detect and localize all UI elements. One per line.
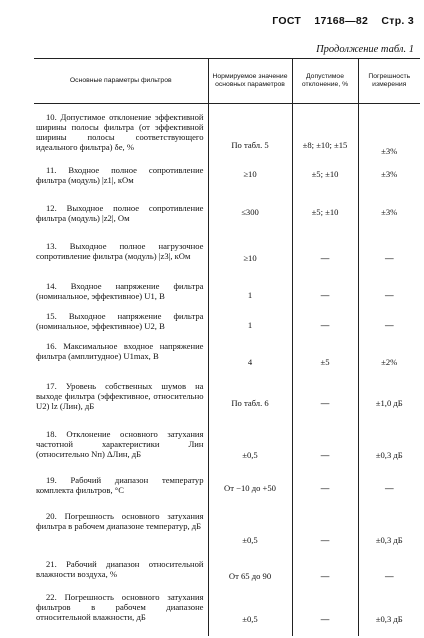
parameter-name-cell: 13. Выходное полное нагрузочное сопротивление фильтра (модуль) |z3|, кОм <box>36 241 204 261</box>
cell-tolerance <box>292 429 358 475</box>
cell-norm <box>208 592 292 636</box>
cell-error-value: ±3% <box>381 207 398 217</box>
cell-error <box>358 381 420 429</box>
cell-tolerance-value: ±5 <box>320 357 330 367</box>
column-header-error: Погрешность измерения <box>358 59 420 104</box>
page-header <box>262 15 414 27</box>
cell-error-value: ±0,3 дБ <box>375 535 403 545</box>
parameter-name-cell: 14. Входное напряжение фильтра (номинальное, эффективное) U1, В <box>36 281 204 301</box>
table-row <box>34 341 420 381</box>
cell-tolerance-value: ±5; ±10 <box>311 207 339 217</box>
cell-tolerance <box>292 311 358 341</box>
cell-norm-value: По табл. 5 <box>231 140 269 150</box>
cell-norm-value: ≤300 <box>241 207 259 217</box>
cell-error-value: — <box>384 483 394 493</box>
parameter-name-cell: 12. Выходное полное сопротивление фильтра (модуль) |z2|, Ом <box>36 203 204 223</box>
cell-norm <box>208 341 292 381</box>
cell-norm-value: По табл. 6 <box>231 398 269 408</box>
cell-tolerance-value: — <box>320 571 330 581</box>
cell-norm <box>208 203 292 241</box>
cell-norm <box>208 559 292 592</box>
cell-norm-value: ±0,5 <box>242 450 258 460</box>
cell-tolerance-value: — <box>320 320 330 330</box>
parameter-name-cell: 18. Отклонение основного затухания частотной характеристики Лин (относительно Nп) ΔЛин, дБ <box>36 429 204 459</box>
cell-error-value: ±0,3 дБ <box>375 450 403 460</box>
table-row <box>34 281 420 311</box>
standard-number: 17168—82 <box>314 15 369 27</box>
cell-tolerance <box>292 203 358 241</box>
cell-error-value: — <box>384 290 394 300</box>
parameter-name-cell: 20. Погрешность основного затухания фильтра в рабочем диапазоне температур, дБ <box>36 511 204 531</box>
cell-error <box>358 203 420 241</box>
table-row <box>34 592 420 636</box>
cell-error <box>358 429 420 475</box>
cell-norm-value: От 65 до 90 <box>228 571 272 581</box>
table-continuation-label: Продолжение табл. 1 <box>316 44 414 55</box>
standard-label: ГОСТ <box>272 15 302 27</box>
table-row <box>34 165 420 203</box>
cell-tolerance-value: — <box>320 290 330 300</box>
cell-tolerance <box>292 281 358 311</box>
cell-norm-value: ±0,5 <box>242 535 258 545</box>
cell-norm-value: 1 <box>247 290 253 300</box>
cell-tolerance-value: — <box>320 253 330 263</box>
cell-norm <box>208 511 292 559</box>
cell-error <box>358 475 420 511</box>
parameter-name-cell: 19. Рабочий диапазон температур комплекта фильтров, °С <box>36 475 204 495</box>
cell-norm <box>208 112 292 165</box>
cell-norm <box>208 311 292 341</box>
cell-error-value: ±0,3 дБ <box>375 614 403 624</box>
cell-norm <box>208 281 292 311</box>
parameter-name-cell: 10. Допустимое отклонение эффективной ширины полосы фильтра (от эффективной ширины полосы соответствующего идеального фильтра) δe, % <box>36 112 204 152</box>
cell-tolerance-value: ±5; ±10 <box>311 169 339 179</box>
cell-norm <box>208 241 292 281</box>
cell-error <box>358 241 420 281</box>
cell-norm <box>208 429 292 475</box>
cell-norm <box>208 165 292 203</box>
column-header-param: Основные параметры фильтров <box>34 59 208 104</box>
cell-error-value: ±3% <box>381 169 398 179</box>
cell-error-value: — <box>384 320 394 330</box>
cell-norm <box>208 475 292 511</box>
cell-norm-value: 4 <box>247 357 253 367</box>
cell-norm-value: ≥10 <box>243 253 257 263</box>
cell-tolerance-value: — <box>320 483 330 493</box>
parameter-name-cell: 17. Уровень собственных шумов на выходе фильтра (эффективное, относительно U2) lz (Лин), дБ <box>36 381 204 411</box>
table-row <box>34 311 420 341</box>
parameter-name-cell: 15. Выходное напряжение фильтра (номинальное, эффективное) U2, В <box>36 311 204 331</box>
cell-norm-value: ≥10 <box>243 169 257 179</box>
table-row <box>34 203 420 241</box>
cell-tolerance <box>292 511 358 559</box>
table-row <box>34 559 420 592</box>
cell-tolerance <box>292 165 358 203</box>
cell-error <box>358 165 420 203</box>
cell-error <box>358 112 420 165</box>
cell-error <box>358 592 420 636</box>
cell-tolerance <box>292 341 358 381</box>
cell-tolerance <box>292 112 358 165</box>
table-row <box>34 429 420 475</box>
parameter-name-cell: 11. Входное полное сопротивление фильтра (модуль) |z1|, кОм <box>36 165 204 185</box>
table-row <box>34 112 420 165</box>
spacer-row <box>34 104 420 113</box>
table-row <box>34 475 420 511</box>
cell-error <box>358 341 420 381</box>
cell-tolerance <box>292 241 358 281</box>
cell-tolerance <box>292 559 358 592</box>
cell-tolerance-value: — <box>320 614 330 624</box>
cell-norm-value: ±0,5 <box>242 614 258 624</box>
cell-tolerance-value: — <box>320 535 330 545</box>
column-header-tolerance: Допустимое отклонение, % <box>292 59 358 104</box>
parameter-name-cell: 16. Максимальное входное напряжение фильтра (амплитудное) U1max, В <box>36 341 204 361</box>
cell-error-value: ±2% <box>381 357 398 367</box>
parameter-name-cell: 21. Рабочий диапазон относительной влажности воздуха, % <box>36 559 204 579</box>
cell-tolerance-value: ±8; ±10; ±15 <box>302 140 348 150</box>
parameters-table <box>34 58 420 636</box>
table-row <box>34 381 420 429</box>
column-header-norm: Нормируемое значение основных параметров <box>208 59 292 104</box>
cell-error <box>358 311 420 341</box>
cell-norm-value: От −10 до +50 <box>224 483 276 493</box>
cell-tolerance <box>292 592 358 636</box>
cell-error <box>358 511 420 559</box>
table-body <box>34 104 420 637</box>
table-header-row <box>34 59 420 104</box>
cell-tolerance <box>292 381 358 429</box>
page-number: Стр. 3 <box>381 15 414 27</box>
cell-error <box>358 281 420 311</box>
cell-norm <box>208 381 292 429</box>
cell-tolerance-value: — <box>320 398 330 408</box>
cell-tolerance-value: — <box>320 450 330 460</box>
table-row <box>34 511 420 559</box>
cell-error-value: — <box>384 571 394 581</box>
cell-error-value: ±3% <box>381 146 398 156</box>
cell-error-value: ±1,0 дБ <box>375 398 403 408</box>
cell-error-value: — <box>384 253 394 263</box>
table-row <box>34 241 420 281</box>
cell-error <box>358 559 420 592</box>
cell-tolerance <box>292 475 358 511</box>
cell-norm-value: 1 <box>247 320 253 330</box>
parameter-name-cell: 22. Погрешность основного затухания фильтров в рабочем диапазоне относительной влажности, дБ <box>36 592 204 622</box>
